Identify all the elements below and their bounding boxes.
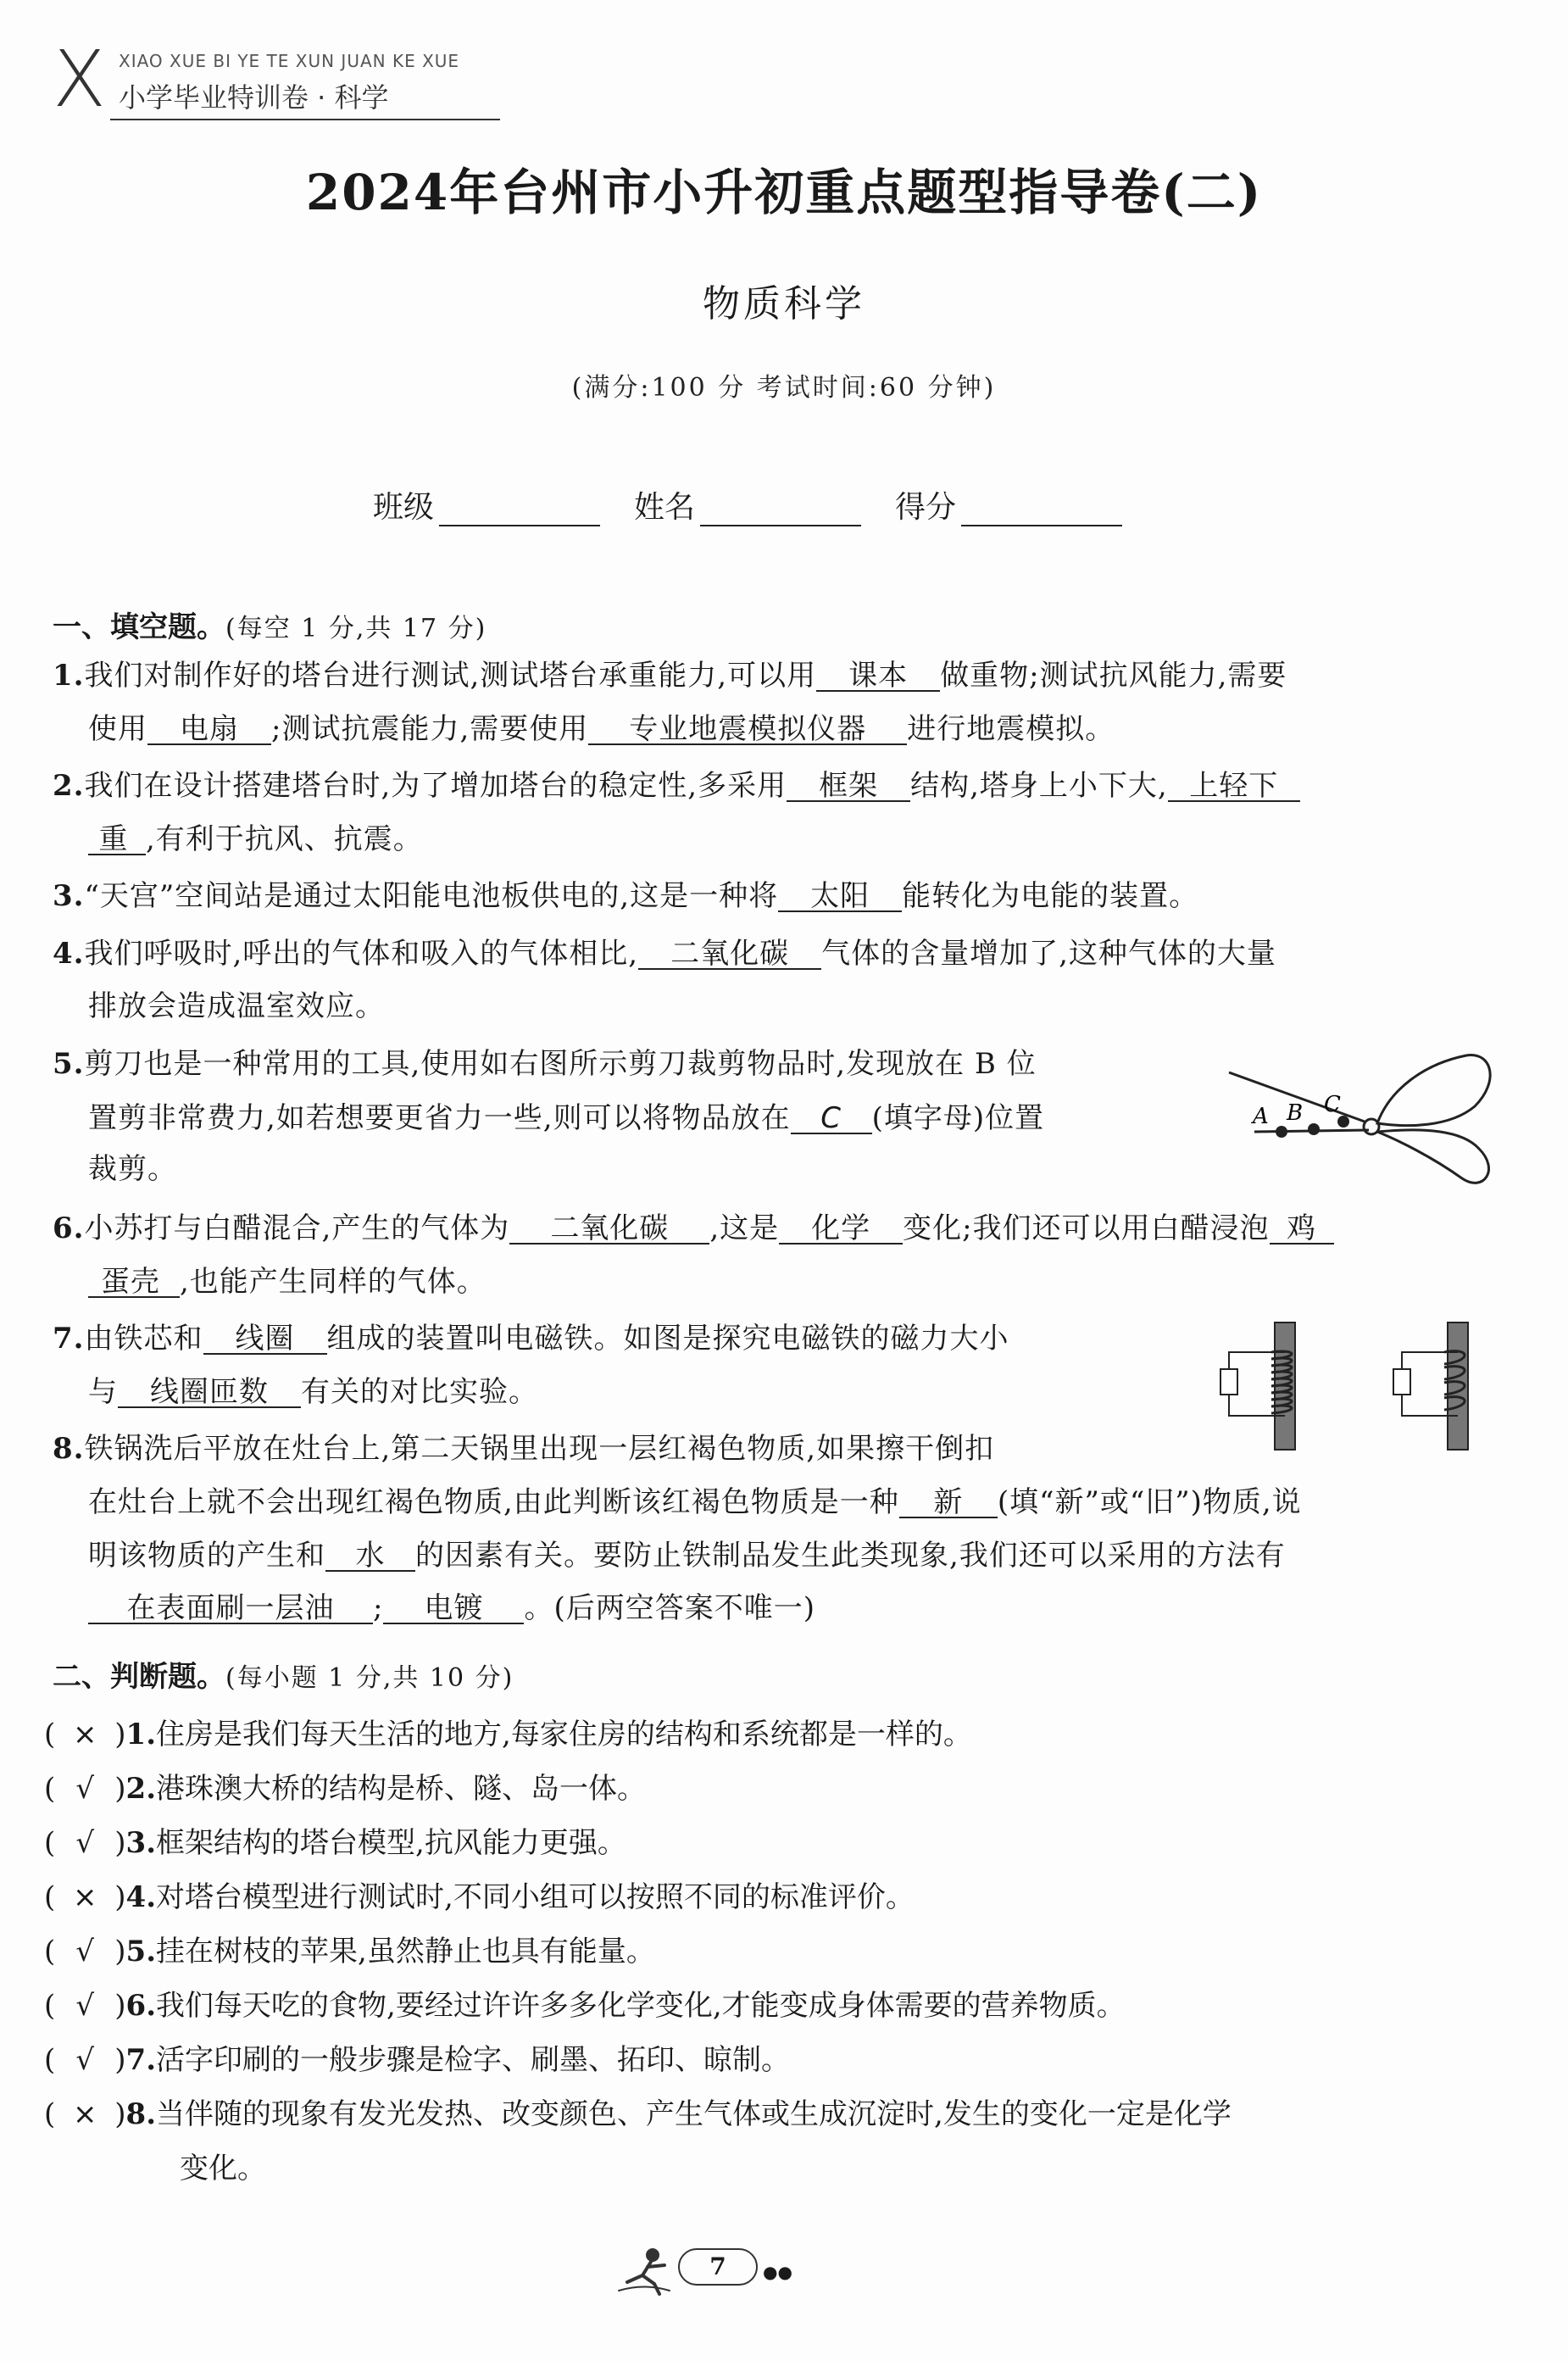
point-b-dot [1308, 1123, 1320, 1135]
q3-answer-1: 太阳 [778, 882, 902, 912]
section2-note: (每小题 1 分,共 10 分) [225, 1663, 514, 1693]
handle-lower [1377, 1130, 1488, 1183]
q8-line3: 明该物质的产生和 水 的因素有关。要防止铁制品发生此类现象,我们还可以采用的方法有 [88, 1539, 1286, 1573]
judge-item-4: ( × )4.对塔台模型进行测试时,不同小组可以按照不同的标准评价。 [44, 1880, 915, 1914]
battery-left [1220, 1369, 1237, 1395]
runner-icon [610, 2247, 678, 2297]
q4-answer-1: 二氧化碳 [638, 939, 821, 970]
point-c-dot [1337, 1116, 1349, 1128]
q7-line2: 与 线圈匝数 有关的对比实验。 [88, 1375, 538, 1409]
judge-item-8-cont: 变化。 [180, 2152, 266, 2186]
q4-line1: 4.我们呼吸时,呼出的气体和吸入的气体相比, 二氧化碳 气体的含量增加了,这种气体的大量 [53, 937, 1276, 971]
judge-item-5: ( √ )5.挂在树枝的苹果,虽然静止也具有能量。 [44, 1935, 655, 1968]
score-blank[interactable] [961, 496, 1122, 526]
q5-answer-1: C [791, 1104, 872, 1134]
q8-answer-3: 在表面刷一层油 [88, 1594, 373, 1624]
judge-item-7: ( √ )7.活字印刷的一般步骤是检字、刷墨、拓印、晾制。 [44, 2043, 791, 2077]
q1-answer-1: 课本 [816, 661, 940, 692]
name-blank[interactable] [700, 496, 861, 526]
name-field[interactable] [634, 483, 861, 526]
handle-upper [1377, 1055, 1490, 1126]
q4-line2: 排放会造成温室效应。 [88, 989, 385, 1023]
q1-answer-2: 电扇 [147, 715, 271, 745]
score-label: 得分 [895, 490, 957, 525]
judge-item-6: ( √ )6.我们每天吃的食物,要经过许许多多化学变化,才能变成身体需要的营养物质。 [44, 1989, 1126, 2023]
series-name: 小学毕业特训卷 · 科学 [119, 81, 389, 114]
q8-line4: 在表面刷一层油 ; 电镀 。(后两空答案不唯一) [88, 1594, 815, 1624]
q6-answer-3a: 鸡 [1270, 1214, 1334, 1245]
q8-line2: 在灶台上就不会出现红褐色物质,由此判断该红褐色物质是一种 新 (填“新”或“旧”)物质,说 [88, 1485, 1302, 1519]
q1-line1: 1.我们对制作好的塔台进行测试,测试塔台承重能力,可以用 课本 做重物;测试抗风能力,需要 [53, 659, 1287, 693]
judge-item-1: ( × )1.住房是我们每天生活的地方,每家住房的结构和系统都是一样的。 [44, 1718, 972, 1751]
judge-mark-6[interactable]: √ [75, 1989, 95, 2023]
electromagnet-right [1393, 1322, 1468, 1450]
name-label: 姓名 [634, 490, 696, 525]
q6-answer-1: 二氧化碳 [509, 1214, 709, 1245]
q1-line2: 使用 电扇 ;测试抗震能力,需要使用 专业地震模拟仪器 进行地震模拟。 [88, 712, 1115, 746]
q2-answer-2b: 重 [88, 825, 146, 855]
page-number: 7 [678, 2248, 758, 2286]
electromagnet-figure [1187, 1318, 1492, 1454]
judge-item-2: ( √ )2.港珠澳大桥的结构是桥、隧、岛一体。 [44, 1772, 647, 1806]
judge-mark-7[interactable]: √ [75, 2043, 95, 2077]
scissors-figure [1220, 1030, 1500, 1200]
q8-answer-4: 电镀 [383, 1594, 524, 1624]
q2-line2: 重 ,有利于抗风、抗震。 [88, 825, 423, 855]
q8-answer-1: 新 [899, 1488, 998, 1518]
class-label: 班级 [373, 490, 435, 525]
series-pinyin: XIAO XUE BI YE TE XUN JUAN KE XUE [119, 51, 460, 71]
class-blank[interactable] [439, 496, 600, 526]
q5-line3: 裁剪。 [88, 1152, 177, 1186]
q6-line1: 6.小苏打与白醋混合,产生的气体为 二氧化碳 ,这是 化学 变化;我们还可以用白醋浸泡 鸡 [53, 1214, 1334, 1245]
pivot-icon [1364, 1119, 1379, 1134]
q7-answer-2: 线圈匝数 [118, 1378, 301, 1408]
q5-line2: 置剪非常费力,如若想要更省力一些,则可以将物品放在 C (填字母)位置 [88, 1101, 1045, 1135]
q7-line1: 7.由铁芯和 线圈 组成的装置叫电磁铁。如图是探究电磁铁的磁力大小 [53, 1322, 1009, 1356]
subject-title: 物质科学 [703, 282, 865, 326]
judge-mark-5[interactable]: √ [75, 1935, 95, 1968]
battery-right [1393, 1369, 1410, 1395]
q7-answer-1: 线圈 [203, 1324, 327, 1355]
electromagnet-left [1220, 1322, 1295, 1450]
judge-mark-1[interactable]: × [73, 1718, 97, 1751]
q5-line1: 5.剪刀也是一种常用的工具,使用如右图所示剪刀裁剪物品时,发现放在 B 位 [53, 1047, 1037, 1081]
q8-answer-2: 水 [325, 1541, 415, 1572]
class-field[interactable] [373, 483, 600, 526]
q6-answer-2: 化学 [779, 1214, 903, 1245]
section2-heading: 二、判断题。(每小题 1 分,共 10 分) [53, 1660, 514, 1694]
student-fields [373, 483, 1122, 526]
q8-line1: 8.铁锅洗后平放在灶台上,第二天锅里出现一层红褐色物质,如果擦干倒扣 [53, 1432, 995, 1466]
point-a-dot [1276, 1126, 1287, 1138]
page-title: 2024年台州市小升初重点题型指导卷(二) [305, 164, 1263, 221]
judge-item-3: ( √ )3.框架结构的塔台模型,抗风能力更强。 [44, 1826, 626, 1860]
exam-info: (满分:100 分 考试时间:60 分钟) [571, 373, 997, 403]
judge-mark-3[interactable]: √ [75, 1826, 95, 1860]
label-c: C [1324, 1092, 1341, 1117]
judge-mark-4[interactable]: × [73, 1880, 97, 1914]
section1-heading: 一、填空题。(每空 1 分,共 17 分) [53, 610, 487, 644]
series-logo-letter: X [53, 34, 107, 125]
q2-answer-2a: 上轻下 [1168, 771, 1300, 802]
page-dots-icon: ●● [763, 2262, 792, 2282]
label-a: A [1253, 1104, 1269, 1129]
label-b: B [1287, 1100, 1304, 1126]
score-field[interactable] [895, 483, 1122, 526]
q2-answer-1: 框架 [787, 771, 910, 802]
q3-line1: 3.“天宫”空间站是通过太阳能电池板供电的,这是一种将 太阳 能转化为电能的装置。 [53, 879, 1199, 913]
section1-note: (每空 1 分,共 17 分) [225, 614, 487, 643]
q2-line1: 2.我们在设计搭建塔台时,为了增加塔台的稳定性,多采用 框架 结构,塔身上小下大, 上轻下 [53, 771, 1300, 802]
q6-line2: 蛋壳 ,也能产生同样的气体。 [88, 1267, 487, 1298]
judge-item-8: ( × )8.当伴随的现象有发光发热、改变颜色、产生气体或生成沉淀时,发生的变化一定是化学 [44, 2097, 1232, 2131]
q1-answer-3: 专业地震模拟仪器 [588, 715, 907, 745]
header-divider [110, 119, 500, 120]
judge-mark-8[interactable]: × [73, 2097, 97, 2131]
judge-mark-2[interactable]: √ [75, 1772, 95, 1806]
q6-answer-3b: 蛋壳 [88, 1267, 180, 1298]
